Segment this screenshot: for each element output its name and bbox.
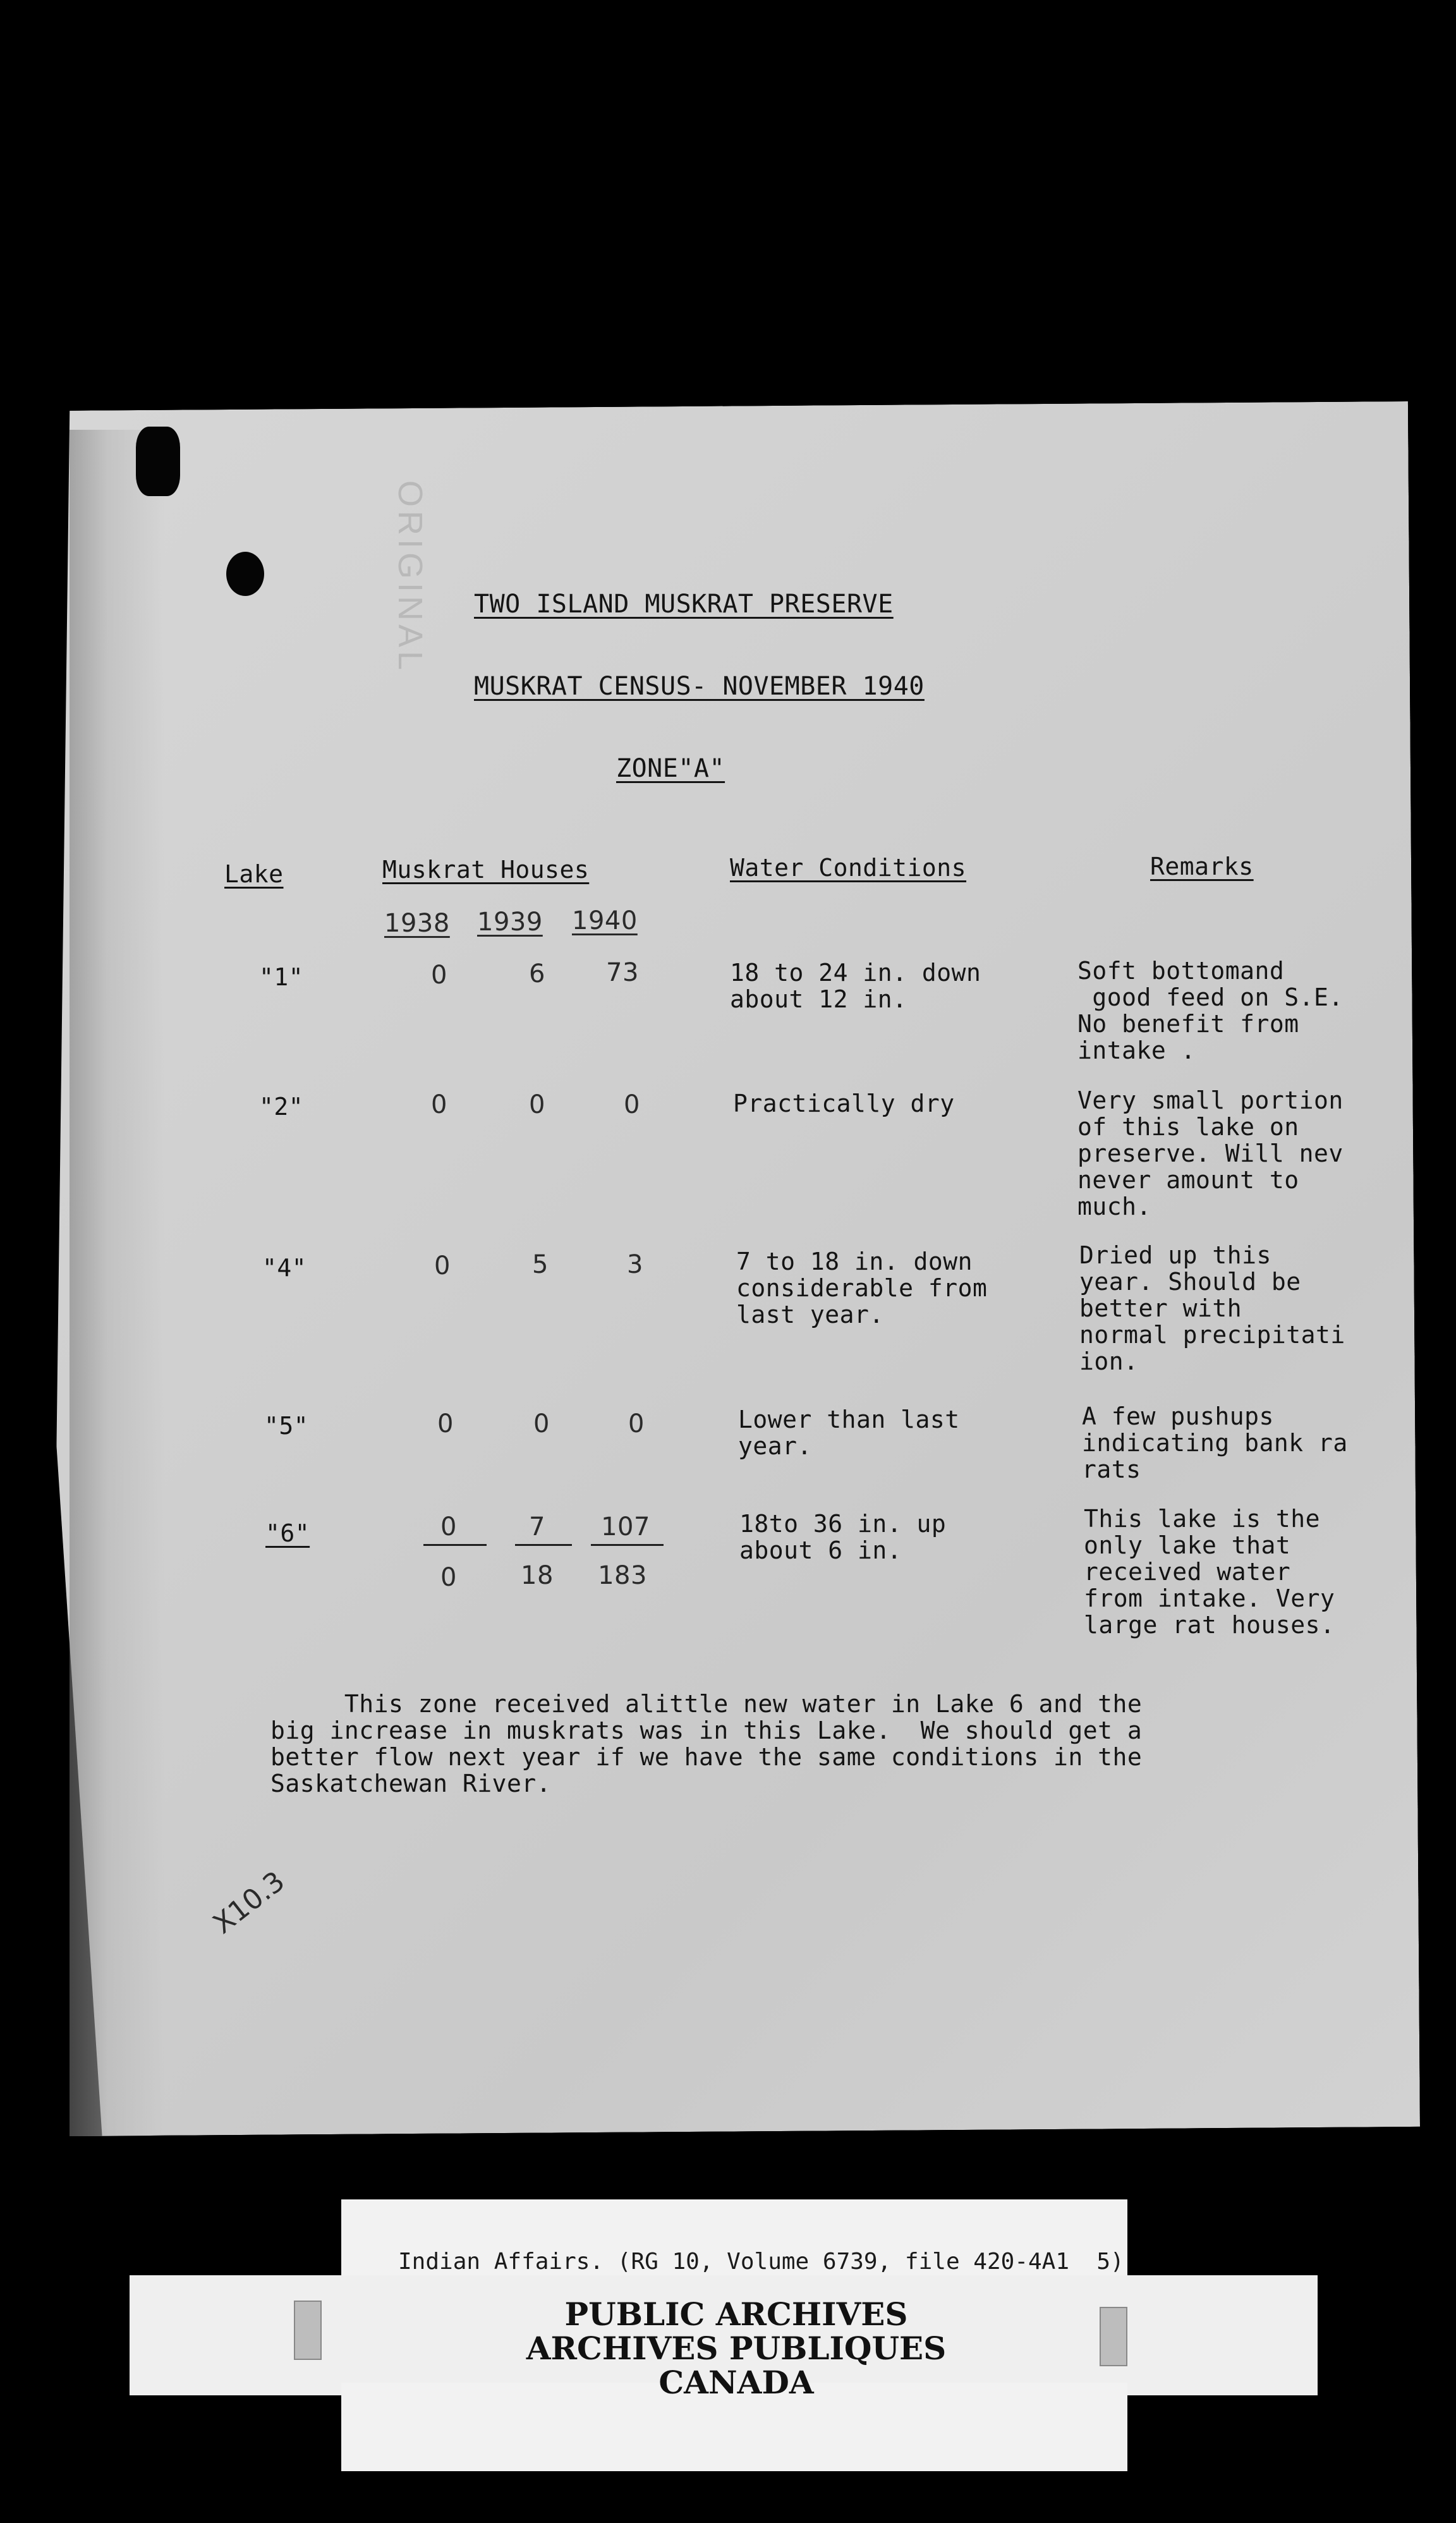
lake-label: "1": [259, 963, 304, 991]
text-line: Very small portion: [1077, 1086, 1344, 1114]
count-1938: 0: [431, 1090, 447, 1119]
header-remarks: Remarks: [1150, 853, 1254, 880]
film-clip: [294, 2301, 322, 2360]
text-line: Soft bottomand: [1077, 957, 1285, 985]
count-1940: 73: [606, 958, 639, 987]
archive-line-1: PUBLIC ARCHIVES: [564, 2295, 908, 2333]
text-line: 18 to 24 in. down: [730, 959, 981, 987]
water-conditions-cell: [736, 1248, 987, 1328]
remarks-cell: [1077, 1087, 1344, 1220]
count-1939: 0: [529, 1090, 545, 1119]
text-line: good feed on S.E.: [1077, 983, 1344, 1011]
text-line: better flow next year if we have the same conditions in the: [270, 1743, 1143, 1771]
text-line: Practically dry: [733, 1090, 955, 1117]
text-line: from intake. Very: [1084, 1584, 1335, 1612]
count-1938: 0: [440, 1512, 457, 1541]
text-line: No benefit from: [1077, 1010, 1299, 1038]
count-1938: 0: [437, 1409, 454, 1438]
staple-mark: [136, 427, 180, 496]
text-line: indicating bank ra: [1082, 1429, 1348, 1457]
total-1940: 183: [598, 1561, 647, 1590]
count-1940: 3: [627, 1250, 643, 1279]
faint-stamp: ORIGINAL: [391, 480, 429, 674]
margin-note: X10.3: [207, 1864, 291, 1941]
count-1938: 0: [431, 961, 447, 990]
archive-line-2: ARCHIVES PUBLIQUES: [526, 2330, 947, 2367]
header-muskrat-houses: Muskrat Houses: [382, 856, 590, 884]
total-1939: 18: [521, 1561, 554, 1590]
text-line: large rat houses.: [1084, 1611, 1335, 1639]
page-edge-shadow: [70, 430, 164, 2136]
text-line: of this lake on: [1077, 1113, 1299, 1141]
lake-label: "6": [265, 1519, 310, 1547]
text-line: only lake that: [1084, 1531, 1291, 1559]
text-line: Lower than last: [738, 1406, 960, 1433]
remarks-cell: [1084, 1505, 1335, 1638]
text-line: about 12 in.: [730, 985, 907, 1013]
text-line: normal precipitati: [1079, 1321, 1345, 1349]
text-line: 7 to 18 in. down: [736, 1248, 973, 1275]
lake-label: "5": [264, 1412, 309, 1440]
film-clip: [1100, 2307, 1127, 2366]
text-line: ion.: [1079, 1347, 1139, 1375]
text-line: intake .: [1077, 1037, 1196, 1064]
text-line: considerable from: [736, 1274, 988, 1302]
document-title: TWO ISLAND MUSKRAT PRESERVE: [474, 590, 894, 619]
text-line: year.: [738, 1432, 812, 1460]
text-line: A few pushups: [1082, 1402, 1274, 1430]
text-line: received water: [1084, 1558, 1291, 1586]
archive-reference: Indian Affairs. (RG 10, Volume 6739, file 420-4A1 5): [398, 2249, 1124, 2275]
text-line: about 6 in.: [739, 1536, 902, 1564]
water-conditions-cell: [730, 959, 981, 1012]
text-line: big increase in muskrats was in this Lake. We should get a: [270, 1717, 1143, 1744]
text-line: This lake is the: [1084, 1505, 1321, 1533]
year-1940: 1940: [572, 906, 638, 935]
text-line: never amount to: [1077, 1166, 1299, 1194]
remarks-cell: [1079, 1242, 1345, 1375]
text-line: better with: [1079, 1294, 1242, 1322]
sum-rule: [515, 1544, 572, 1546]
lake-label: "4": [262, 1254, 307, 1282]
text-line: year. Should be: [1079, 1268, 1301, 1296]
sum-rule: [591, 1544, 664, 1546]
text-line: rats: [1082, 1456, 1141, 1483]
document-subtitle: MUSKRAT CENSUS- NOVEMBER 1940: [474, 672, 925, 701]
sum-rule: [423, 1544, 487, 1546]
lake-label: "2": [259, 1093, 304, 1121]
archive-label-top: [341, 2199, 1127, 2288]
count-1940: 107: [601, 1512, 650, 1541]
text-line: Dried up this: [1079, 1241, 1271, 1269]
water-conditions-cell: [733, 1090, 955, 1117]
remarks-cell: [1082, 1403, 1348, 1483]
count-1938: 0: [434, 1251, 451, 1280]
archive-line-3: CANADA: [658, 2364, 814, 2401]
count-1939: 6: [529, 959, 545, 988]
count-1940: 0: [628, 1409, 645, 1438]
header-water-conditions: Water Conditions: [730, 854, 967, 882]
year-1939: 1939: [477, 908, 543, 937]
water-conditions-cell: [738, 1406, 960, 1459]
text-line: Saskatchewan River.: [270, 1770, 552, 1797]
text-line: last year.: [736, 1301, 884, 1328]
text-line: much.: [1077, 1193, 1151, 1220]
text-line: This zone received alittle new water in Lake 6 and the: [270, 1690, 1143, 1718]
total-1938: 0: [440, 1563, 457, 1592]
text-line: preserve. Will nev: [1077, 1140, 1344, 1167]
water-conditions-cell: [739, 1511, 946, 1564]
count-1940: 0: [624, 1090, 640, 1119]
count-1939: 5: [532, 1250, 549, 1279]
zone-heading: ZONE"A": [616, 754, 725, 783]
header-lake: Lake: [224, 860, 284, 888]
summary-paragraph: [270, 1691, 1142, 1797]
text-line: 18to 36 in. up: [739, 1510, 947, 1538]
punch-hole: [226, 552, 264, 596]
remarks-cell: [1077, 958, 1344, 1064]
year-1938: 1938: [384, 909, 450, 938]
count-1939: 0: [533, 1409, 550, 1438]
count-1939: 7: [529, 1512, 545, 1541]
